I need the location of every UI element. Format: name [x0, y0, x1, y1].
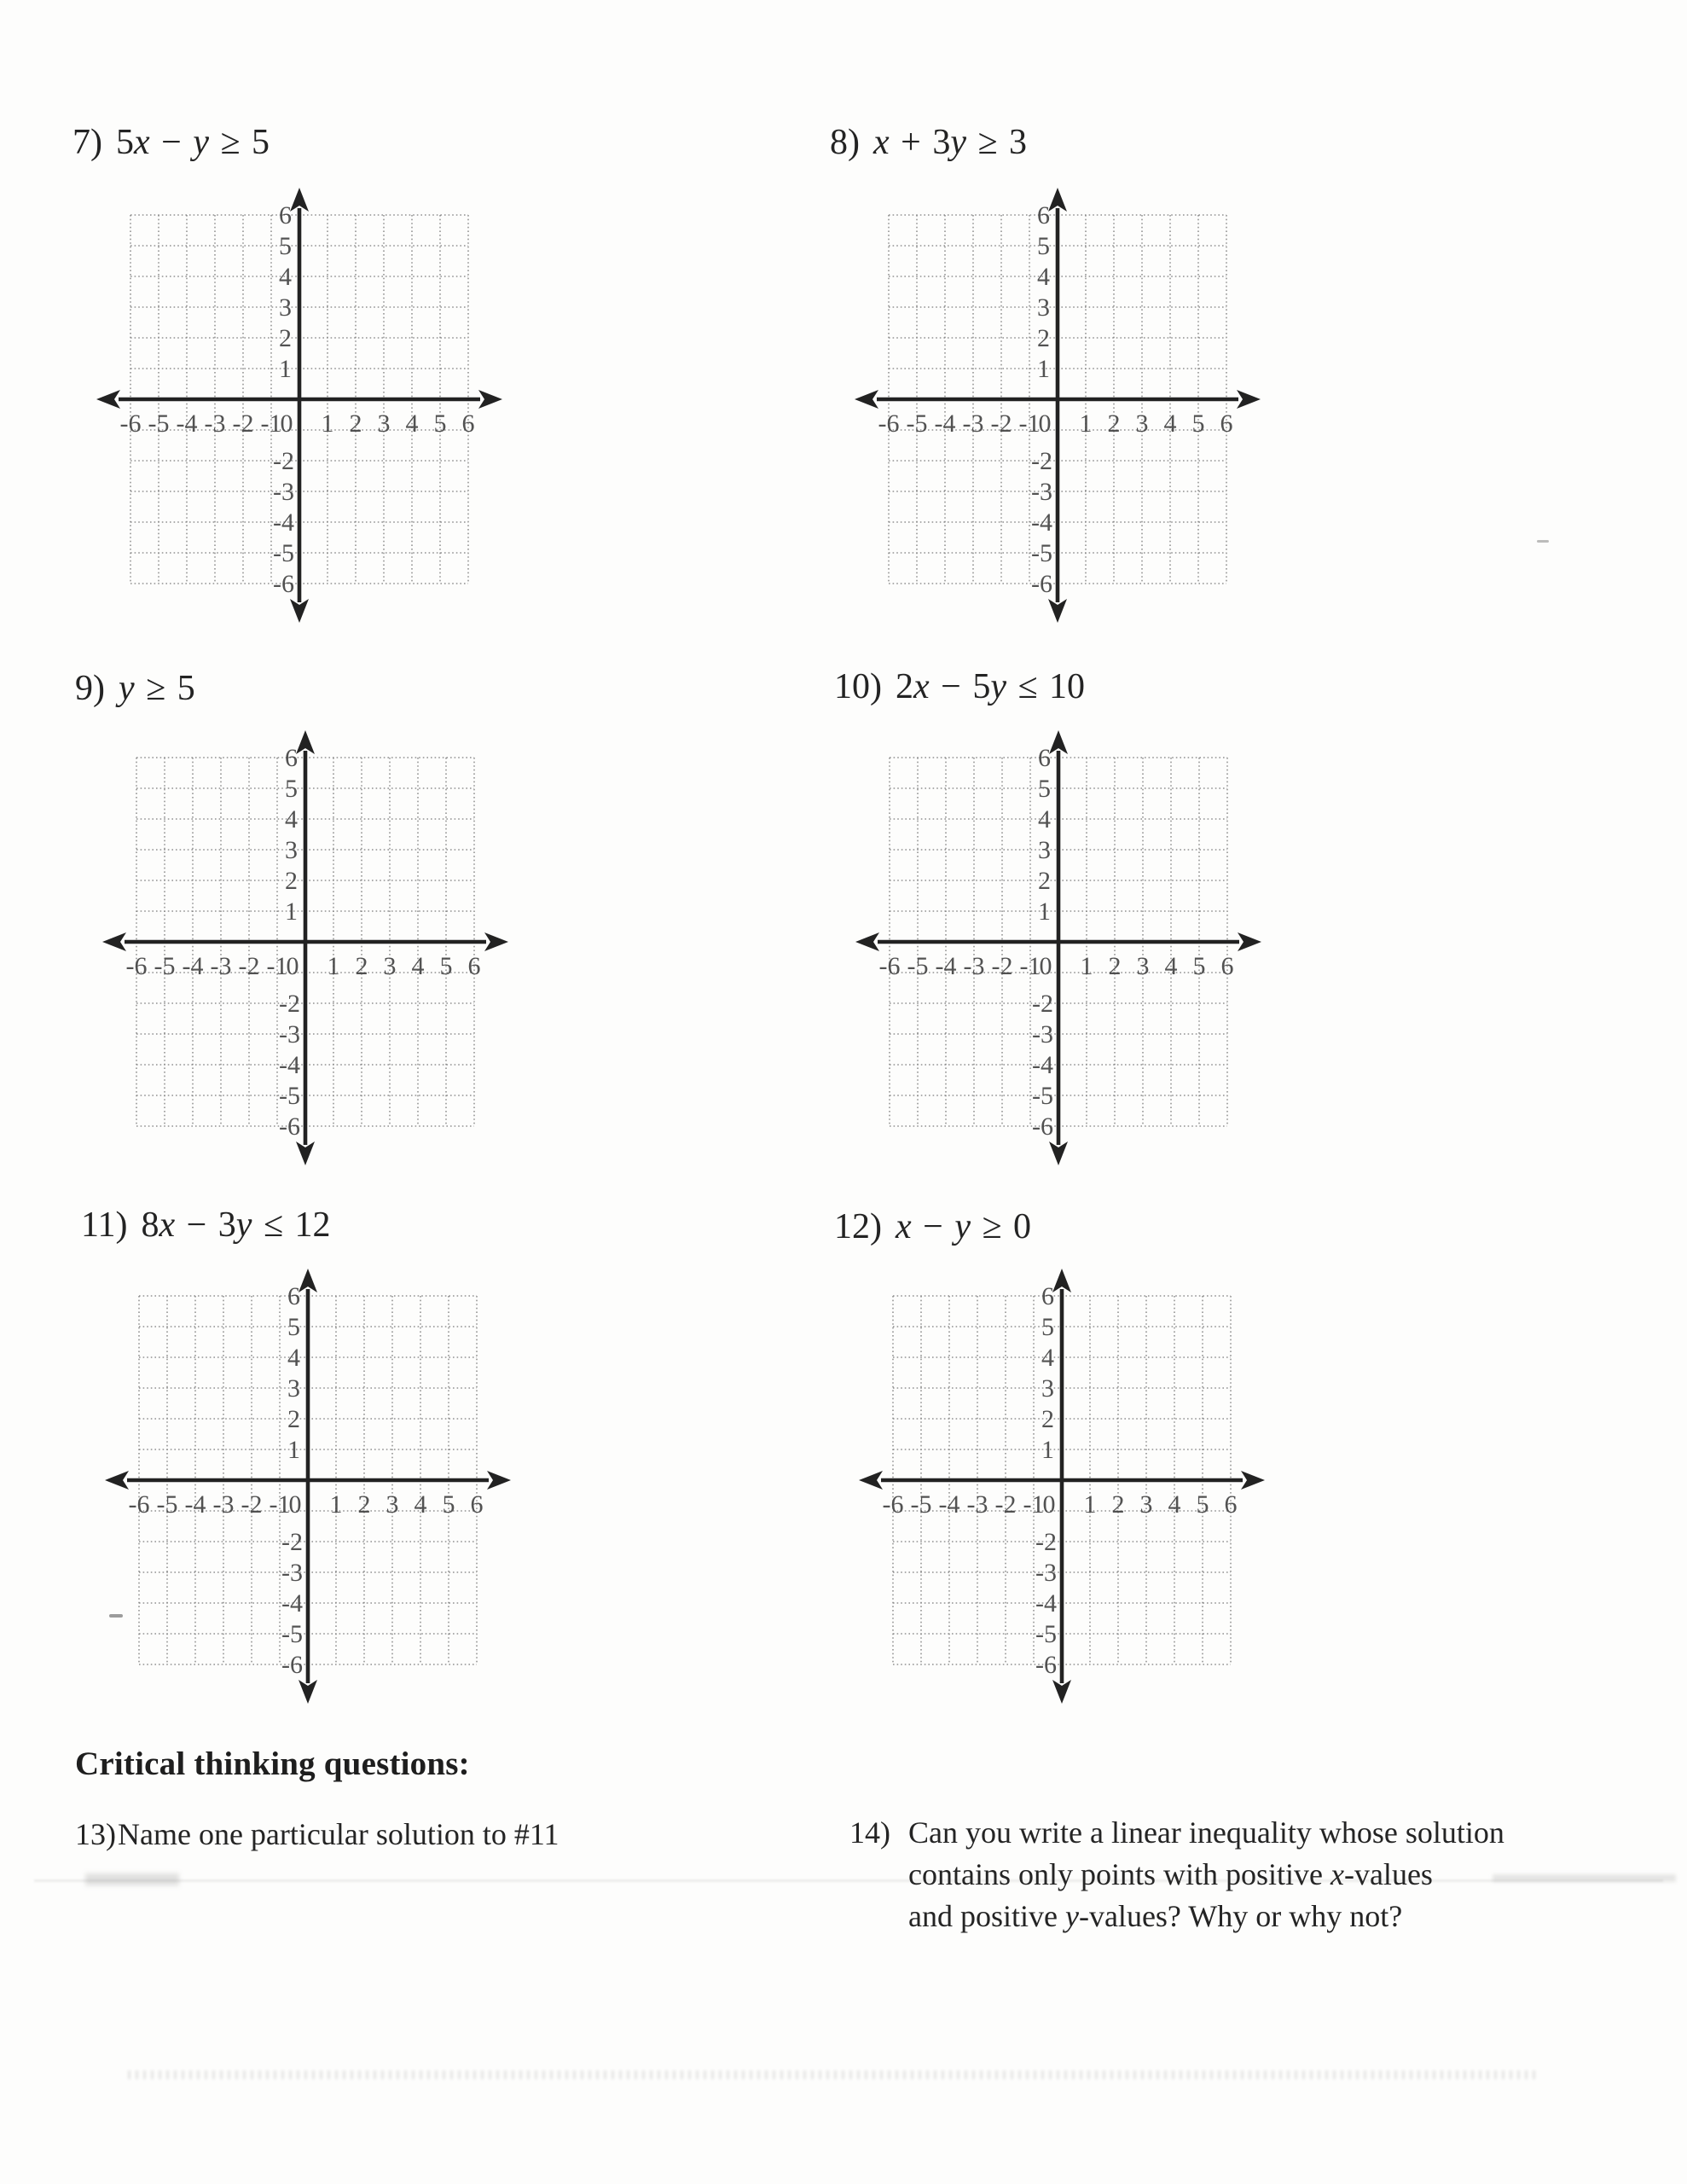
- x-tick-label: 6: [1220, 410, 1233, 438]
- axis-arrowhead-icon: [487, 1471, 511, 1490]
- x-tick-label: 4: [411, 952, 425, 980]
- y-tick-label: 4: [1037, 263, 1050, 291]
- x-tick-label: -6: [882, 1490, 904, 1519]
- x-tick-label: 1: [1080, 952, 1093, 980]
- x-tick-label: 3: [383, 952, 397, 980]
- x-tick-label: -6: [119, 410, 142, 438]
- y-tick-label: -3: [1031, 478, 1052, 506]
- scan-speck: [1537, 540, 1549, 543]
- axis-arrowhead-icon: [290, 188, 309, 212]
- scan-artifact-smudge: [85, 1873, 179, 1885]
- x-tick-label: 0: [1039, 952, 1052, 980]
- x-tick-label: -1: [266, 952, 288, 980]
- y-tick-label: -5: [1035, 1620, 1057, 1648]
- question-13-text: [75, 1814, 559, 1856]
- x-tick-label: -2: [241, 1490, 263, 1519]
- axis-arrowhead-icon: [1049, 1141, 1068, 1165]
- axis-arrowhead-icon: [1049, 730, 1068, 754]
- x-tick-label: 1: [329, 1490, 343, 1519]
- y-tick-label: 2: [287, 1405, 300, 1433]
- x-tick-label: 2: [357, 1490, 371, 1519]
- x-tick-label: 1: [321, 410, 334, 438]
- axis-arrowhead-icon: [105, 1471, 129, 1490]
- y-tick-label: 6: [287, 1282, 300, 1310]
- x-tick-label: -1: [1019, 952, 1041, 980]
- y-tick-label: 6: [1037, 201, 1050, 229]
- y-tick-label: 2: [1038, 867, 1051, 895]
- coordinate-grid-svg: [54, 147, 545, 660]
- y-tick-label: -4: [273, 508, 294, 537]
- axis-arrowhead-icon: [299, 1680, 317, 1704]
- axis-arrowhead-icon: [296, 730, 315, 754]
- x-tick-label: -3: [963, 952, 985, 980]
- x-tick-label: -4: [182, 952, 204, 980]
- y-tick-label: 3: [287, 1374, 300, 1403]
- axis-arrowhead-icon: [855, 932, 879, 951]
- y-tick-label: -3: [1032, 1020, 1053, 1048]
- y-tick-label: 6: [285, 744, 298, 772]
- y-tick-label: -4: [1032, 1051, 1053, 1079]
- problem-9-number: 9): [75, 669, 105, 708]
- axis-arrowhead-icon: [296, 1141, 315, 1165]
- y-tick-label: -3: [279, 1020, 300, 1048]
- x-tick-label: 0: [286, 952, 299, 980]
- problem-9-inequality: y ≥ 5: [119, 669, 195, 708]
- x-tick-label: 5: [433, 410, 447, 438]
- y-tick-label: -5: [273, 539, 294, 567]
- problem-7-number: 7): [72, 123, 102, 162]
- x-tick-label: 5: [1192, 952, 1206, 980]
- scan-artifact-streak: [128, 2071, 1535, 2079]
- coordinate-grid-svg: [812, 147, 1303, 660]
- y-tick-label: 1: [279, 355, 292, 383]
- x-tick-label: 6: [470, 1490, 484, 1519]
- y-tick-label: -6: [1032, 1112, 1053, 1141]
- x-tick-label: -6: [125, 952, 148, 980]
- x-tick-label: -3: [204, 410, 226, 438]
- problem-10-coordinate-grid: [813, 689, 1304, 1203]
- x-tick-label: 5: [1196, 1490, 1209, 1519]
- x-tick-label: 1: [1079, 410, 1093, 438]
- axis-arrowhead-icon: [102, 932, 126, 951]
- x-tick-label: -5: [906, 410, 928, 438]
- y-tick-label: -6: [1035, 1651, 1057, 1679]
- axis-arrowhead-icon: [1048, 599, 1067, 623]
- y-tick-label: -6: [1031, 570, 1052, 598]
- x-tick-label: 2: [1111, 1490, 1125, 1519]
- y-tick-label: 5: [1038, 775, 1051, 803]
- problem-10-number: 10): [834, 667, 882, 706]
- x-tick-label: 2: [1108, 952, 1122, 980]
- y-tick-label: 3: [1038, 836, 1051, 864]
- x-tick-label: 3: [377, 410, 391, 438]
- axis-arrowhead-icon: [1241, 1471, 1265, 1490]
- x-tick-label: -4: [176, 410, 198, 438]
- y-tick-label: 4: [1041, 1344, 1054, 1372]
- question-line: contains only points with positive x-values: [908, 1857, 1433, 1891]
- x-tick-label: 6: [461, 410, 475, 438]
- x-tick-label: 3: [1139, 1490, 1153, 1519]
- problem-11-number: 11): [81, 1205, 128, 1245]
- y-tick-label: 2: [1041, 1405, 1054, 1433]
- problem-12-coordinate-grid: [816, 1228, 1307, 1741]
- x-tick-label: -5: [148, 410, 170, 438]
- x-tick-label: -1: [269, 1490, 291, 1519]
- axis-arrowhead-icon: [859, 1471, 883, 1490]
- problem-7-coordinate-grid: [54, 147, 545, 660]
- y-tick-label: 1: [287, 1436, 300, 1464]
- x-tick-label: -2: [991, 952, 1013, 980]
- axis-arrowhead-icon: [1052, 1269, 1071, 1292]
- y-tick-label: -4: [281, 1589, 303, 1618]
- y-tick-label: 2: [1037, 324, 1050, 352]
- x-tick-label: -1: [1018, 410, 1041, 438]
- x-tick-label: -2: [238, 952, 260, 980]
- y-tick-label: -4: [1035, 1589, 1057, 1618]
- y-tick-label: -3: [281, 1559, 303, 1587]
- problem-9-coordinate-grid: [60, 689, 551, 1203]
- problem-12-number: 12): [834, 1207, 882, 1246]
- x-tick-label: 6: [467, 952, 481, 980]
- x-tick-label: -4: [934, 410, 956, 438]
- y-tick-label: -5: [281, 1620, 303, 1648]
- coordinate-grid-svg: [60, 689, 551, 1203]
- x-tick-label: 6: [1224, 1490, 1238, 1519]
- y-tick-label: -4: [279, 1051, 300, 1079]
- y-tick-label: 5: [279, 232, 292, 260]
- x-tick-label: 2: [355, 952, 368, 980]
- x-tick-label: -4: [184, 1490, 206, 1519]
- problem-11-inequality: 8x − 3y ≤ 12: [141, 1205, 331, 1245]
- x-tick-label: 4: [1163, 410, 1177, 438]
- question-13: [75, 1814, 559, 1856]
- axis-arrowhead-icon: [478, 390, 502, 409]
- y-tick-label: -6: [273, 570, 294, 598]
- x-tick-label: 5: [439, 952, 453, 980]
- x-tick-label: -5: [910, 1490, 932, 1519]
- y-tick-label: 3: [285, 836, 298, 864]
- y-tick-label: 4: [279, 263, 292, 291]
- y-tick-label: 1: [1038, 897, 1051, 926]
- coordinate-grid-svg: [816, 1228, 1307, 1741]
- question-line: Can you write a linear inequality whose solution: [908, 1815, 1504, 1850]
- x-tick-label: -1: [260, 410, 282, 438]
- x-tick-label: 0: [1038, 410, 1052, 438]
- x-tick-label: 1: [327, 952, 340, 980]
- x-tick-label: 3: [386, 1490, 399, 1519]
- y-tick-label: -5: [279, 1082, 300, 1110]
- y-tick-label: -2: [279, 990, 300, 1018]
- x-tick-label: -4: [938, 1490, 960, 1519]
- y-tick-label: 2: [285, 867, 298, 895]
- x-tick-label: -6: [878, 410, 900, 438]
- question-13-number: 13): [75, 1817, 116, 1851]
- y-tick-label: 6: [1038, 744, 1051, 772]
- y-tick-label: 1: [285, 897, 298, 926]
- y-tick-label: 4: [285, 805, 298, 834]
- x-tick-label: -2: [994, 1490, 1017, 1519]
- problem-8-number: 8): [830, 123, 860, 162]
- x-tick-label: 0: [288, 1490, 302, 1519]
- x-tick-label: 0: [280, 410, 293, 438]
- problem-10-inequality: 2x − 5y ≤ 10: [896, 667, 1086, 706]
- axis-arrowhead-icon: [96, 390, 120, 409]
- axis-arrowhead-icon: [1238, 932, 1261, 951]
- y-tick-label: 3: [1037, 293, 1050, 322]
- problem-8-coordinate-grid: [812, 147, 1303, 660]
- y-tick-label: 3: [279, 293, 292, 322]
- y-tick-label: -4: [1031, 508, 1052, 537]
- x-tick-label: 3: [1136, 952, 1150, 980]
- x-tick-label: 6: [1220, 952, 1234, 980]
- x-tick-label: -3: [210, 952, 232, 980]
- y-tick-label: 6: [1041, 1282, 1054, 1310]
- x-tick-label: 4: [1164, 952, 1178, 980]
- y-tick-label: 1: [1037, 355, 1050, 383]
- x-tick-label: -3: [966, 1490, 988, 1519]
- x-tick-label: -1: [1023, 1490, 1045, 1519]
- problem-12-inequality: x − y ≥ 0: [896, 1207, 1032, 1246]
- question-line: Name one particular solution to #11: [118, 1817, 559, 1851]
- x-tick-label: 4: [414, 1490, 427, 1519]
- y-tick-label: 5: [285, 775, 298, 803]
- x-tick-label: -6: [878, 952, 901, 980]
- x-tick-label: -4: [935, 952, 957, 980]
- x-tick-label: -3: [962, 410, 984, 438]
- question-14-number: 14): [849, 1815, 890, 1850]
- question-14: [849, 1812, 1504, 1937]
- y-tick-label: 1: [1041, 1436, 1054, 1464]
- x-tick-label: -3: [212, 1490, 235, 1519]
- question-line: and positive y-values? Why or why not?: [908, 1899, 1403, 1933]
- y-tick-label: -2: [1035, 1528, 1057, 1556]
- x-tick-label: -5: [907, 952, 929, 980]
- x-tick-label: 5: [1191, 410, 1205, 438]
- y-tick-label: -6: [281, 1651, 303, 1679]
- problem-11-coordinate-grid: [62, 1228, 554, 1741]
- x-tick-label: -5: [156, 1490, 178, 1519]
- y-tick-label: 5: [1041, 1313, 1054, 1341]
- y-tick-label: -2: [273, 447, 294, 475]
- y-tick-label: 2: [279, 324, 292, 352]
- x-tick-label: 4: [405, 410, 419, 438]
- axis-arrowhead-icon: [855, 390, 878, 409]
- problem-7-inequality: 5x − y ≥ 5: [116, 123, 270, 162]
- scan-artifact-streak: [1493, 1874, 1676, 1882]
- y-tick-label: -2: [1032, 990, 1053, 1018]
- y-tick-label: 4: [287, 1344, 300, 1372]
- critical-thinking-heading: Critical thinking questions:: [75, 1745, 470, 1782]
- y-tick-label: 3: [1041, 1374, 1054, 1403]
- x-tick-label: -6: [128, 1490, 150, 1519]
- x-tick-label: 4: [1168, 1490, 1181, 1519]
- y-tick-label: -2: [281, 1528, 303, 1556]
- x-tick-label: 2: [1107, 410, 1121, 438]
- y-tick-label: 4: [1038, 805, 1051, 834]
- y-tick-label: -5: [1031, 539, 1052, 567]
- axis-arrowhead-icon: [1052, 1680, 1071, 1704]
- x-tick-label: -5: [154, 952, 176, 980]
- axis-arrowhead-icon: [484, 932, 508, 951]
- x-tick-label: 2: [349, 410, 362, 438]
- x-tick-label: 3: [1135, 410, 1149, 438]
- x-tick-label: 1: [1083, 1490, 1097, 1519]
- axis-arrowhead-icon: [290, 599, 309, 623]
- axis-arrowhead-icon: [1237, 390, 1261, 409]
- axis-arrowhead-icon: [1048, 188, 1067, 212]
- x-tick-label: -2: [232, 410, 254, 438]
- problem-8-inequality: x + 3y ≥ 3: [873, 123, 1028, 162]
- y-tick-label: -5: [1032, 1082, 1053, 1110]
- coordinate-grid-svg: [62, 1228, 554, 1741]
- y-tick-label: -3: [273, 478, 294, 506]
- x-tick-label: 0: [1042, 1490, 1056, 1519]
- y-tick-label: -3: [1035, 1559, 1057, 1587]
- y-tick-label: 5: [1037, 232, 1050, 260]
- y-tick-label: 5: [287, 1313, 300, 1341]
- x-tick-label: 5: [442, 1490, 455, 1519]
- axis-arrowhead-icon: [299, 1269, 317, 1292]
- x-tick-label: -2: [990, 410, 1012, 438]
- coordinate-grid-svg: [813, 689, 1304, 1203]
- y-tick-label: -2: [1031, 447, 1052, 475]
- question-14-text: [849, 1812, 1504, 1937]
- y-tick-label: -6: [279, 1112, 300, 1141]
- y-tick-label: 6: [279, 201, 292, 229]
